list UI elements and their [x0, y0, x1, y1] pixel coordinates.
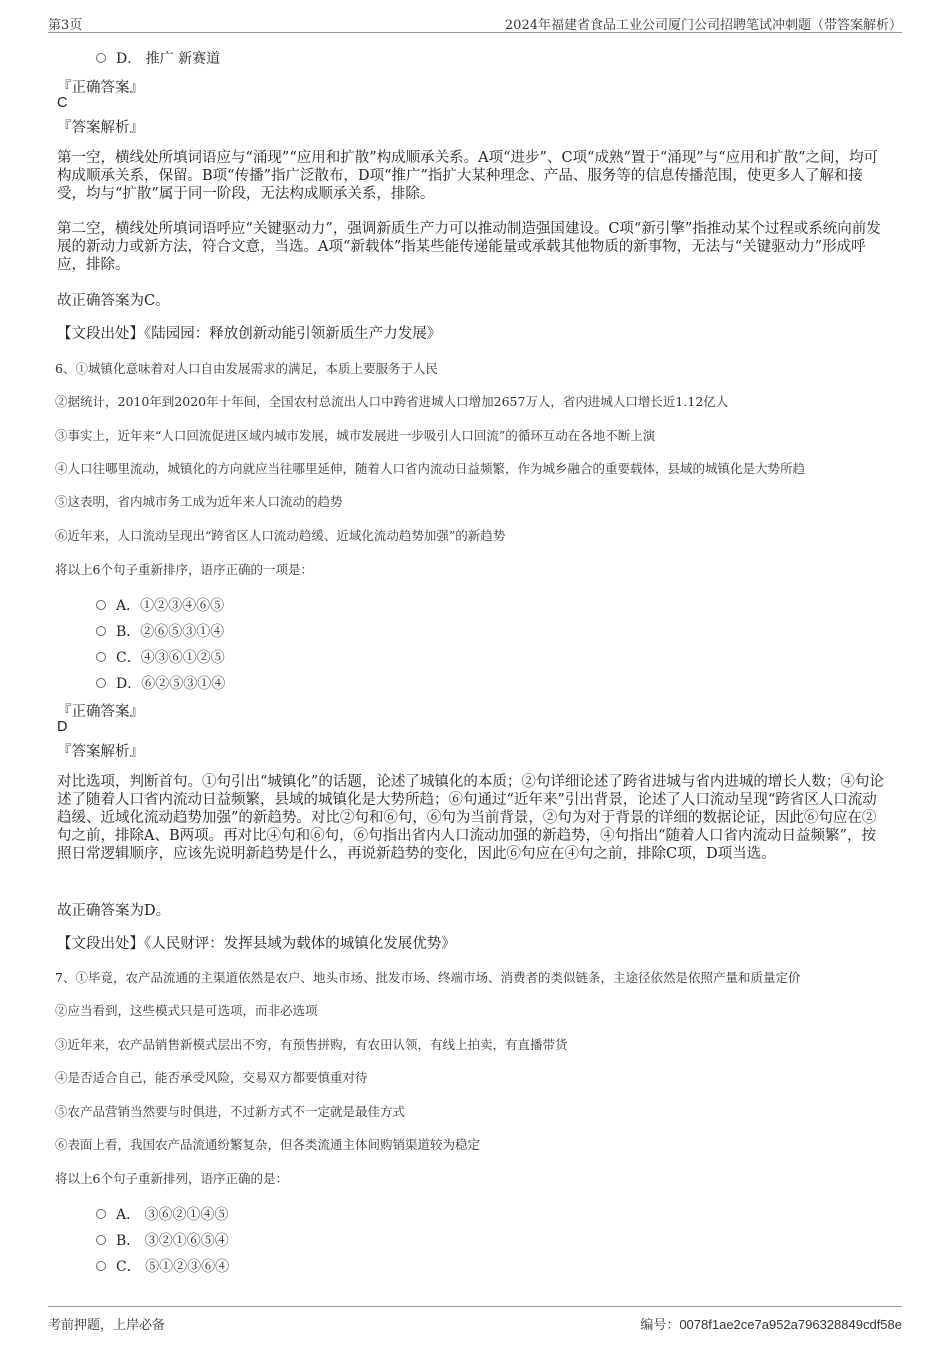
- q6-option-c[interactable]: C．④③⑥①②⑤: [96, 647, 225, 667]
- question-sentence: ⑤农产品营销当然要与时俱进，不过新方式不一定就是最佳方式: [55, 1104, 406, 1119]
- radio-icon[interactable]: [96, 678, 106, 688]
- question-sentence: ⑥近年来，人口流动呈现出“跨省区人口流动趋缓、近域化流动趋势加强”的新趋势: [55, 528, 506, 543]
- analysis-paragraph: 第一空，横线处所填词语应与“涌现”“应用和扩散”构成顺承关系。A项“进步”、C项“成熟”置于“涌现”与“应用和扩散”之间，均可构成顺承关系，保留。B项“传播”指广泛散布，D项“推广”指扩大某种理念、产品、服务等的信息传播范围，使更多人了解和接受，均与“扩散”属于同一阶段，无法构成顺承关系，排除。: [57, 150, 879, 202]
- analysis-label: 『答案解析』: [57, 120, 144, 136]
- question-prompt: 将以上6个句子重新排列，语序正确的是：: [55, 1171, 288, 1186]
- radio-icon[interactable]: [96, 600, 106, 610]
- source-citation: 【文段出处】《人民财评：发挥县域为载体的城镇化发展优势》: [57, 936, 456, 952]
- document-id: 编号：0078f1ae2ce7a952a796328849cdf58e: [640, 1317, 902, 1332]
- conclusion: 故正确答案为D。: [57, 903, 171, 919]
- question-sentence: ②据统计，2010年到2020年十年间，全国农村总流出人口中跨省进城人口增加2657万人，省内进城人口增长近1.12亿人: [55, 394, 729, 409]
- question-sentence: ③近年来，农产品销售新模式层出不穷，有预售拼购，有农田认领，有线上拍卖，有直播带货: [55, 1037, 568, 1052]
- analysis-paragraph: 第二空，横线处所填词语呼应“关键驱动力”，强调新质生产力可以推动制造强国建设。C项“新引擎”指推动某个过程或系统向前发展的新动力或新方法，符合文意，当选。A项“新载体”指某些能传递能量或承载其他物质的新事物，无法与“关键驱动力”形成呼应，排除。: [57, 221, 881, 273]
- q5-option-d[interactable]: D． 推广 新赛道: [96, 48, 220, 68]
- answer-label: 『正确答案』: [57, 80, 144, 96]
- radio-icon[interactable]: [96, 1235, 106, 1245]
- source-citation: 【文段出处】《陆园园：释放创新动能引领新质生产力发展》: [57, 326, 442, 342]
- question-sentence: ⑤这表明，省内城市务工成为近年来人口流动的趋势: [55, 494, 343, 509]
- analysis-label: 『答案解析』: [57, 744, 144, 760]
- document-title: 2024年福建省食品工业公司厦门公司招聘笔试冲刺题（带答案解析）: [504, 18, 902, 33]
- q6-option-d[interactable]: D．⑥②⑤③①④: [96, 673, 225, 693]
- answer-value: D: [57, 719, 68, 735]
- question-sentence: ④人口往哪里流动，城镇化的方向就应当往哪里延伸，随着人口省内流动日益频繁，作为城乡融合的重要载体，县域的城镇化是大势所趋: [55, 461, 806, 476]
- q6-option-b[interactable]: B．②⑥⑤③①④: [96, 621, 224, 641]
- question-sentence: ③事实上，近年来“人口回流促进区域内城市发展，城市发展进一步吸引人口回流”的循环互动在各地不断上演: [55, 428, 656, 443]
- radio-icon[interactable]: [96, 53, 106, 63]
- radio-icon[interactable]: [96, 1261, 106, 1271]
- radio-icon[interactable]: [96, 652, 106, 662]
- answer-value: C: [57, 95, 68, 111]
- q6-option-a[interactable]: A．①②③④⑥⑤: [96, 595, 224, 615]
- page-footer: [48, 1306, 902, 1335]
- conclusion: 故正确答案为C。: [57, 293, 170, 309]
- analysis-paragraph: 对比选项，判断首句。①句引出“城镇化”的话题，论述了城镇化的本质；②句详细论述了跨省进城与省内进城的增长人数；④句论述了随着人口省内流动日益频繁，县域的城镇化是大势所趋；⑥句通过“近年来”引出背景，论述了人口流动呈现“跨省区人口流动趋缓、近域化流动趋势加强”的新趋势。对比②句和⑥句，⑥句为当前背景，②句为对于背景的详细的数据论证，因此⑥句应在②句之前，排除A、B两项。再对比④句和⑥句，⑥句指出省内人口流动加强的新趋势，④句指出“随着人口省内流动日益频繁”，按照日常逻辑顺序，应该先说明新趋势是什么，再说新趋势的变化，因此⑥句应在④句之前，排除C项，D项当选。: [57, 774, 884, 862]
- q7-option-a[interactable]: A． ③⑥②①④⑤: [96, 1204, 229, 1224]
- question-sentence: 7、①毕竟，农产品流通的主渠道依然是农户、地头市场、批发市场、终端市场、消费者的类似链条，主途径依然是依照产量和质量定价: [55, 970, 801, 985]
- question-sentence: ②应当看到，这些模式只是可选项，而非必选项: [55, 1003, 318, 1018]
- answer-label: 『正确答案』: [57, 704, 144, 720]
- question-prompt: 将以上6个句子重新排序，语序正确的一项是：: [55, 562, 313, 577]
- footer-slogan: 考前押题，上岸必备: [48, 1318, 166, 1333]
- question-sentence: ⑥表面上看，我国农产品流通纷繁复杂，但各类流通主体间购销渠道较为稳定: [55, 1137, 481, 1152]
- radio-icon[interactable]: [96, 1209, 106, 1219]
- page-header: [48, 12, 902, 33]
- question-sentence: 6、①城镇化意味着对人口自由发展需求的满足，本质上要服务于人民: [55, 361, 438, 376]
- question-sentence: ④是否适合自己，能否承受风险，交易双方都要慎重对待: [55, 1070, 368, 1085]
- q7-option-c[interactable]: C． ⑤①②③⑥④: [96, 1256, 229, 1276]
- page-number: 第3页: [48, 18, 83, 33]
- radio-icon[interactable]: [96, 626, 106, 636]
- q7-option-b[interactable]: B． ③②①⑥⑤④: [96, 1230, 229, 1250]
